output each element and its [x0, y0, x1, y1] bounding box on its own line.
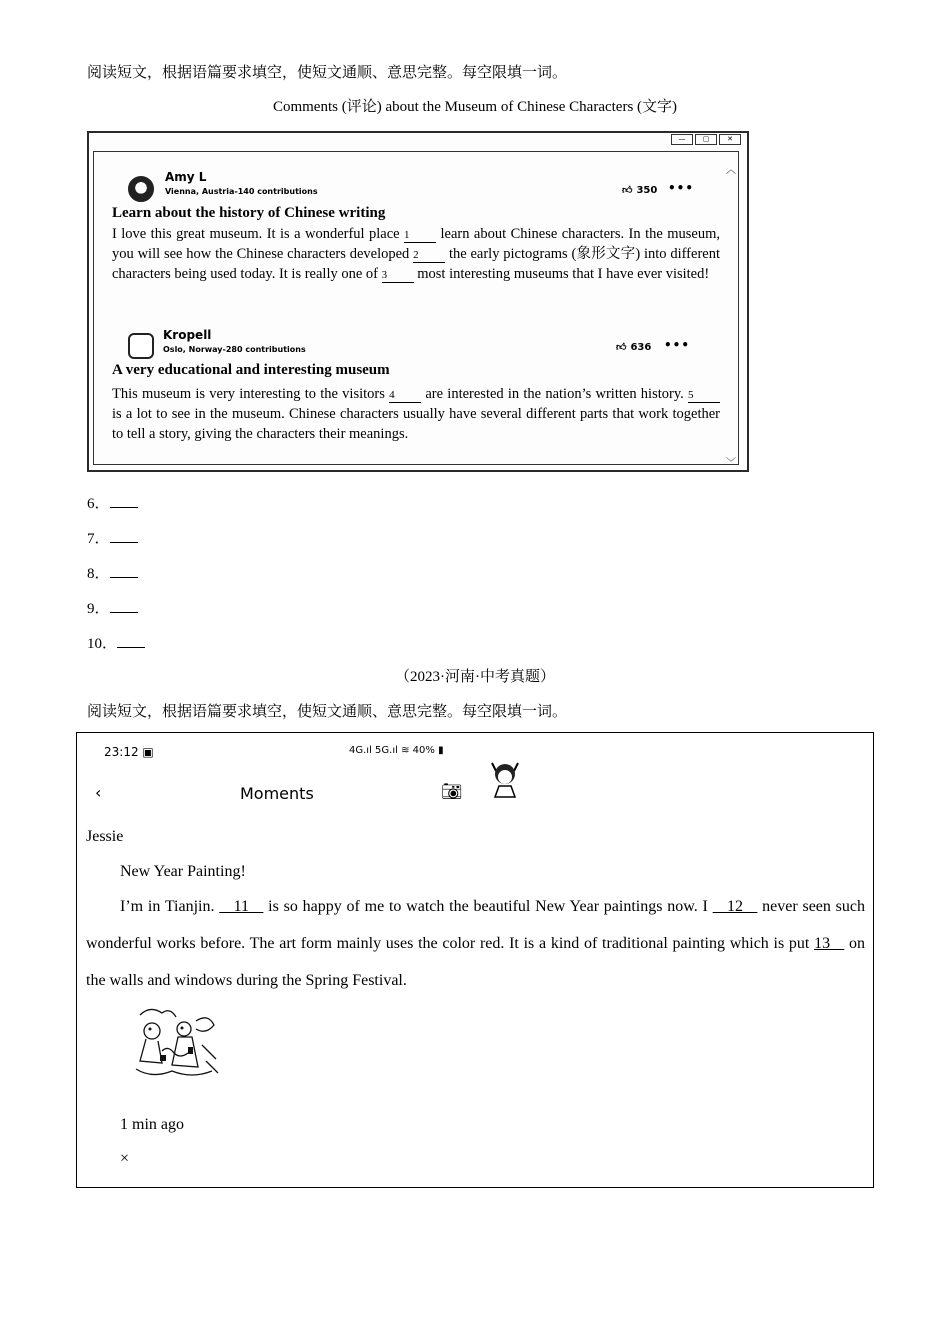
reviewer-meta: Oslo, Norway-280 contributions	[163, 345, 306, 354]
review-title: A very educational and interesting museum	[112, 362, 390, 378]
more-icon: •••	[664, 338, 691, 352]
answer-line: 9．	[87, 597, 138, 618]
blank-5: 5	[688, 389, 720, 403]
window-controls	[671, 134, 741, 145]
scroll-down-icon: ﹀	[726, 458, 736, 469]
post-author[interactable]: Jessie	[86, 828, 124, 845]
answer-line: 7．	[87, 527, 138, 548]
page-title: Moments	[240, 784, 314, 803]
reviewer-name: Kropell	[163, 328, 212, 342]
review-panel	[93, 151, 739, 469]
post-heading: New Year Painting!	[120, 863, 246, 880]
status-time: 23:12 ▣	[104, 745, 154, 759]
status-bar: 4G.ıl 5G.ıl ≋ 40% ▮	[349, 745, 444, 756]
thumbs-up-icon: 👍︎	[616, 342, 627, 353]
review-screenshot	[87, 131, 749, 472]
new-year-painting-image[interactable]	[132, 1001, 222, 1081]
post-time: 1 min ago	[120, 1116, 184, 1133]
scroll-up-icon: ︿	[726, 165, 736, 176]
battery-icon: ▮	[438, 745, 444, 756]
source-label: （2023·河南·中考真题）	[395, 669, 555, 685]
instruction-2: 阅读短文，根据语篇要求填空，使短文通顺、意思完整。每空限填一词。	[87, 704, 568, 720]
restore-icon: ▢	[695, 134, 717, 145]
blank-12: 12	[712, 898, 758, 915]
post-body: I’m in Tianjin. 11 is so happy of me to watch the beautiful New Year paintings now. I 12 never seen such wonderful works before. The art form mainly uses the color red. It is a kind of traditional painting which is put 13 on the walls and windows during the Spring Festival.	[86, 898, 866, 989]
scrollbar	[726, 165, 736, 474]
review-body: I love this great museum. It is a wonderful place 1 learn about Chinese characters. In the museum, you will see how the Chinese characters developed 2 the early pictograms (象形文字) into different characters being used today. It is really one of 3 most interesting museums that I have ever visited!	[112, 226, 720, 282]
close-icon[interactable]: ×	[120, 1150, 130, 1167]
review-title: Learn about the history of Chinese writing	[112, 205, 386, 221]
wifi-icon: ≋	[401, 745, 410, 756]
answer-line: 6．	[87, 492, 138, 513]
thumbs-up-icon: 👍︎	[622, 185, 633, 196]
likes-count: 👍︎ 350	[622, 184, 658, 196]
back-icon[interactable]: ‹	[95, 783, 102, 802]
blank-1: 1	[404, 229, 436, 243]
camera-icon[interactable]: 📷︎	[441, 782, 463, 802]
instruction-1: 阅读短文，根据语篇要求填空，使短文通顺、意思完整。每空限填一词。	[87, 65, 568, 81]
review-body: This museum is very interesting to the visitors 4 are interested in the nation’s written history. 5 is a lot to see in the museum. Chinese characters usually have several different parts that work together to tell a story, giving the characters their meanings.	[112, 386, 720, 442]
avatar	[486, 757, 524, 803]
avatar	[128, 176, 154, 202]
blank-4: 4	[389, 389, 421, 403]
passage-1-title: Comments (评论) about the Museum of Chinese Characters (文字)	[272, 99, 678, 115]
blank-13: 13	[814, 935, 845, 952]
signal-icon: 4G.ıl 5G.ıl	[349, 745, 398, 756]
blank-2: 2	[413, 249, 445, 263]
close-icon: ✕	[719, 134, 741, 145]
reviewer-meta: Vienna, Austria-140 contributions	[165, 187, 318, 196]
answer-line: 10．	[87, 632, 145, 653]
blank-3: 3	[382, 269, 414, 283]
blank-11: 11	[219, 898, 264, 915]
app-icon: ▣	[142, 745, 154, 759]
reviewer-name: Amy L	[165, 170, 207, 184]
likes-count: 👍︎ 636	[616, 341, 652, 353]
avatar	[128, 333, 154, 359]
moments-screenshot	[76, 732, 874, 1188]
more-icon: •••	[668, 181, 695, 195]
answer-line: 8．	[87, 562, 138, 583]
minimize-icon: —	[671, 134, 693, 145]
